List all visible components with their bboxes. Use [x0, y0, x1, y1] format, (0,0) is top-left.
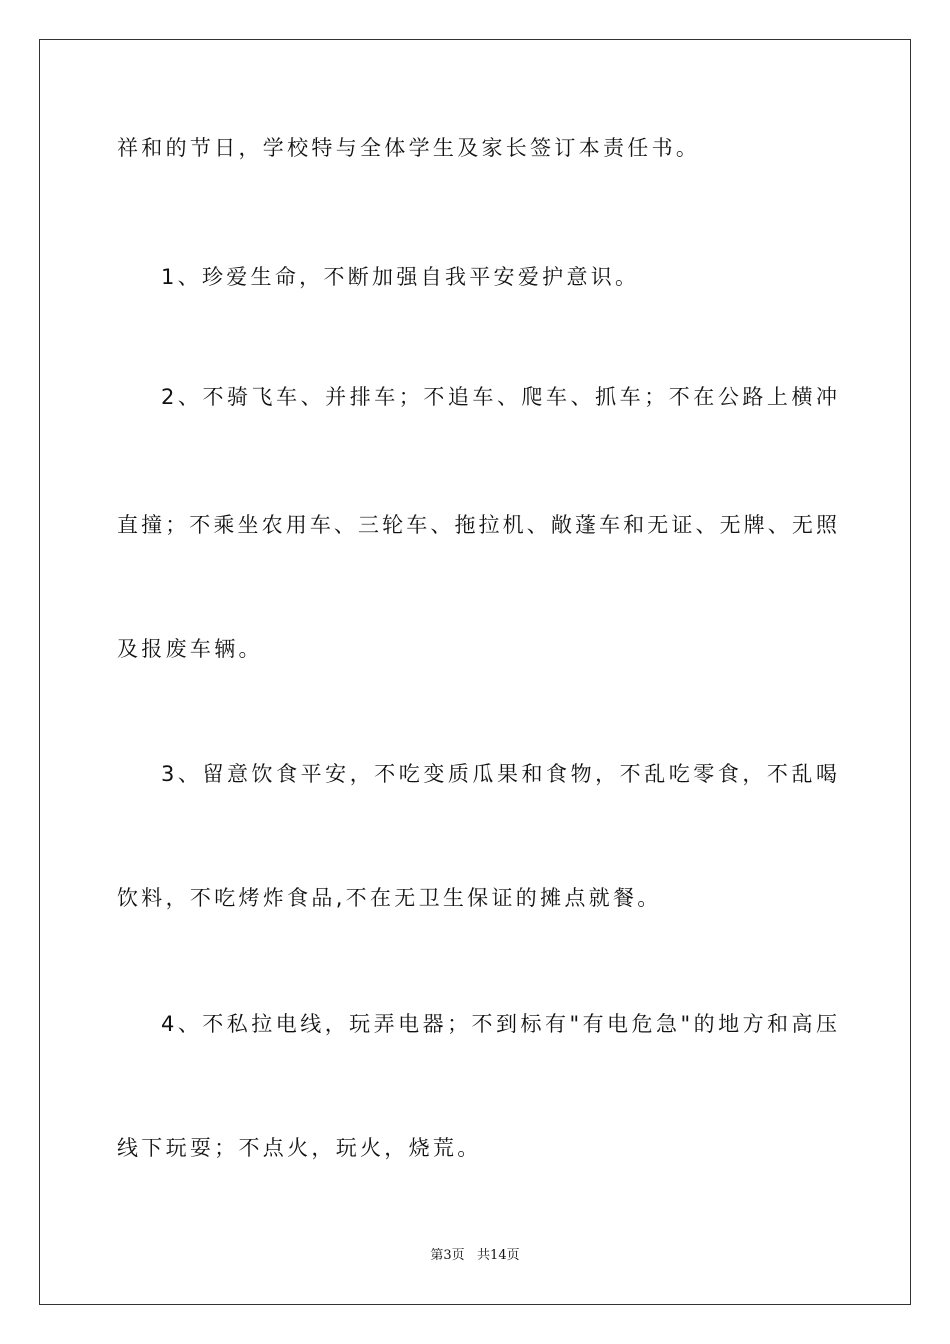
paragraph-line-3: 2、不骑飞车、并排车；不追车、爬车、抓车；不在公路上横冲 — [161, 385, 837, 409]
paragraph-line-4: 直撞；不乘坐农用车、三轮车、拖拉机、敞蓬车和无证、无牌、无照 — [117, 513, 837, 537]
paragraph-line-9: 线下玩耍；不点火，玩火，烧荒。 — [117, 1136, 482, 1160]
paragraph-line-8: 4、不私拉电线，玩弄电器；不到标有"有电危急"的地方和高压 — [161, 1012, 837, 1036]
page-number-footer: 第3页 共14页 — [430, 1248, 520, 1263]
paragraph-line-2: 1、珍爱生命，不断加强自我平安爱护意识。 — [161, 265, 640, 289]
paragraph-line-6: 3、留意饮食平安，不吃变质瓜果和食物，不乱吃零食，不乱喝 — [161, 762, 837, 786]
page-border — [39, 39, 911, 1305]
paragraph-line-7: 饮料，不吃烤炸食品,不在无卫生保证的摊点就餐。 — [117, 886, 662, 910]
paragraph-line-5: 及报废车辆。 — [117, 637, 263, 661]
paragraph-line-1: 祥和的节日，学校特与全体学生及家长签订本责任书。 — [117, 136, 701, 160]
